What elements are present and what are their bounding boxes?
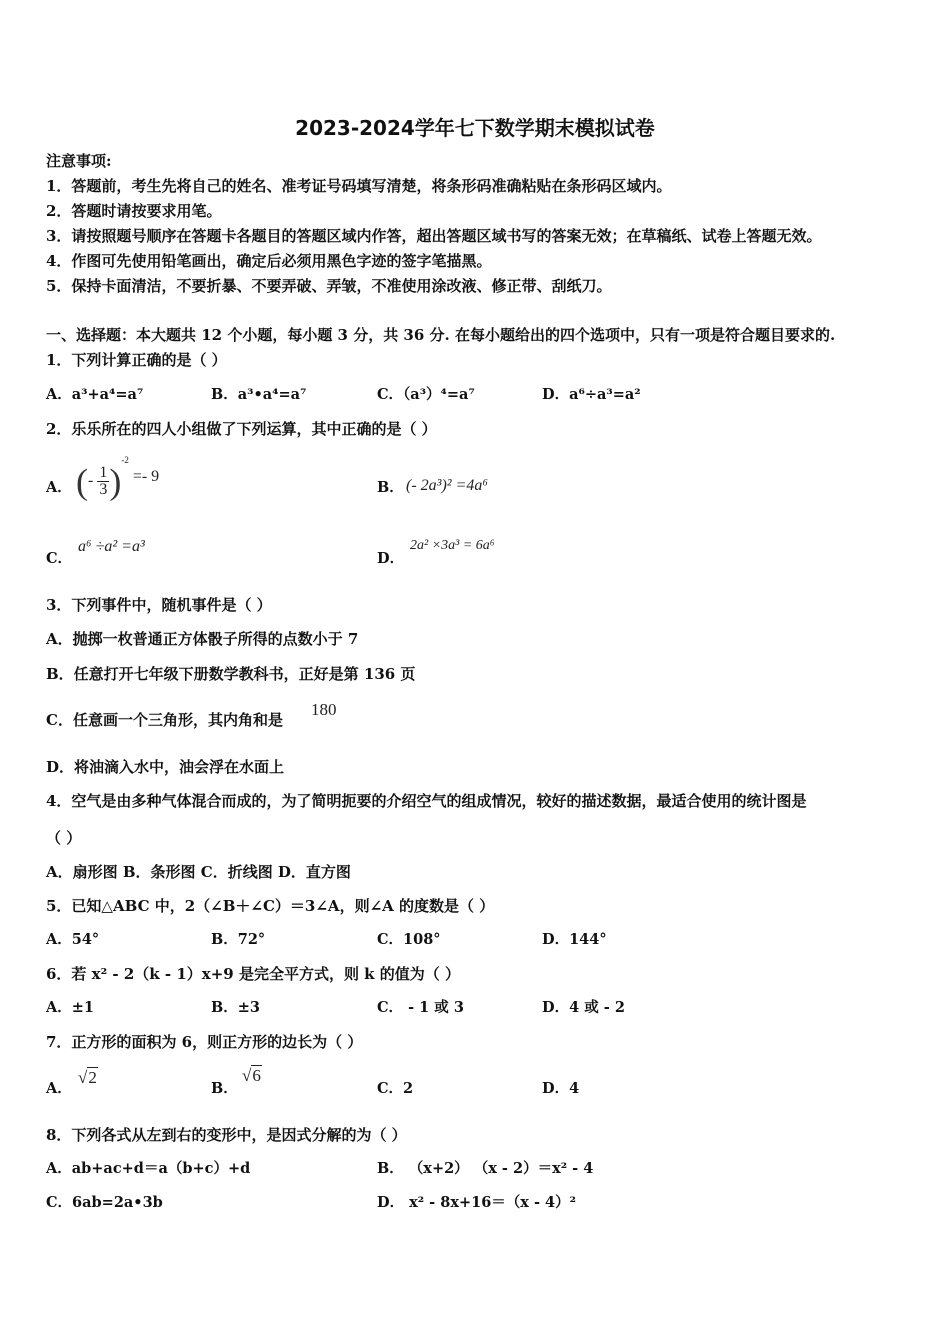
option-text: （a³）⁴=a⁷ [403, 386, 475, 403]
option-label: C． [377, 386, 404, 403]
option-text: a³+a⁴=a⁷ [71, 386, 144, 403]
q8-option-c: C．6ab=2a•3b [46, 1194, 163, 1211]
numerator: 1 [99, 463, 108, 481]
q6-option-d: D．4 或 - 2 [542, 999, 625, 1016]
q5-option-a: A．54° [46, 931, 100, 948]
fraction [97, 465, 109, 498]
q2-option-a-label: A． [46, 479, 72, 496]
notice-item: 2．答题时请按要求用笔。 [46, 202, 222, 220]
left-paren: ( [76, 461, 88, 502]
radicand: 6 [252, 1066, 261, 1085]
rhs: =- 9 [132, 468, 160, 485]
notice-heading: 注意事项: [46, 152, 112, 170]
q1-option-c [377, 385, 475, 405]
q8-option-a: A．ab+ac+d＝a（b+c）+d [46, 1160, 251, 1177]
notice-item: 1．答题前，考生先将自己的姓名、准考证号码填写清楚，将条形码准确粘贴在条形码区域内。 [46, 177, 672, 195]
section-heading: 一、选择题：本大题共 12 个小题，每小题 3 分，共 36 分. 在每小题给出的四个选项中，只有一项是符合题目要求的. [46, 326, 836, 344]
q2-option-d-formula: 2a² ×3a³ = 6a⁶ [410, 538, 495, 553]
page-title: 2023-2024学年七下数学期末模拟试卷 [295, 116, 655, 140]
q3-option-b: B．任意打开七年级下册数学教科书，正好是第 136 页 [46, 665, 416, 683]
exponent: -2 [121, 455, 129, 465]
denominator: 3 [99, 480, 108, 498]
question-7-stem: 7．正方形的面积为 6，则正方形的边长为（ ） [46, 1033, 363, 1051]
notice-item: 5．保持卡面清洁，不要折暴、不要弄破、弄皱，不准使用涂改液、修正带、刮纸刀。 [46, 277, 612, 295]
q4-options: A．扇形图 B．条形图 C．折线图 D．直方图 [46, 863, 351, 881]
question-3-stem: 3．下列事件中，随机事件是（ ） [46, 596, 272, 614]
minus-sign: - [88, 472, 94, 489]
q8-option-d: D． x² - 8x+16＝（x - 4）² [377, 1194, 576, 1211]
option-label: B． [211, 386, 238, 403]
q7-option-b-formula [242, 1066, 262, 1086]
notice-item: 3．请按照题号顺序在答题卡各题目的答题区域内作答，超出答题区域书写的答案无效；在草稿纸、试卷上答题无效。 [46, 227, 822, 245]
q5-option-c: C．108° [377, 931, 441, 948]
question-6-stem: 6．若 x² - 2（k - 1）x+9 是完全平方式，则 k 的值为（ ） [46, 965, 461, 983]
sqrt-symbol: √2 [78, 1068, 97, 1087]
q6-option-a: A．±1 [46, 999, 94, 1016]
q3-option-a: A．抛掷一枚普通正方体骰子所得的点数小于 7 [46, 630, 359, 648]
question-2-stem: 2．乐乐所在的四人小组做了下列运算，其中正确的是（ ） [46, 420, 437, 438]
option-text: a³•a⁴=a⁷ [237, 386, 307, 403]
q6-option-c: C． - 1 或 3 [377, 999, 464, 1016]
q6-option-b: B．±3 [211, 999, 260, 1016]
q7-option-c: C．2 [377, 1080, 414, 1097]
q3-option-c: C．任意画一个三角形，其内角和是 [46, 711, 283, 729]
question-4-stem: 4．空气是由多种气体混合而成的，为了简明扼要的介绍空气的组成情况，较好的描述数据，最适合使用的统计图是 [46, 792, 807, 810]
option-label: A． [46, 386, 72, 403]
right-paren: ) [109, 461, 122, 502]
q2-option-d-label: D． [377, 550, 405, 567]
q5-option-d: D．144° [542, 931, 607, 948]
q1-option-b [211, 385, 306, 405]
option-label: D． [542, 386, 570, 403]
q7-option-a-formula [78, 1068, 98, 1088]
q3-option-d: D．将油滴入水中，油会浮在水面上 [46, 758, 285, 776]
q2-option-b-label: B． [377, 479, 404, 496]
q7-option-a-label: A． [46, 1080, 72, 1097]
q3-option-c-math: 180 [311, 700, 337, 719]
question-4-stem-cont: （ ） [46, 829, 82, 847]
q2-option-c-label: C． [46, 550, 73, 567]
q2-option-c-formula: a⁶ ÷a² =a³ [78, 538, 145, 555]
q8-option-b: B． （x+2） （x - 2）＝x² - 4 [377, 1160, 594, 1177]
question-8-stem: 8．下列各式从左到右的变形中，是因式分解的为（ ） [46, 1126, 407, 1144]
q7-option-d: D．4 [542, 1080, 580, 1097]
sqrt-symbol: √6 [242, 1066, 261, 1085]
q1-option-d [542, 385, 641, 405]
q7-option-b-label: B． [211, 1080, 238, 1097]
question-1-stem: 1．下列计算正确的是（ ） [46, 351, 227, 369]
question-5-stem: 5．已知△ABC 中，2（∠B＋∠C）＝3∠A，则∠A 的度数是（ ） [46, 897, 495, 915]
q2-option-a-formula [76, 455, 159, 502]
radicand: 2 [88, 1068, 97, 1087]
q2-option-b-formula: (- 2a³)² =4a⁶ [406, 477, 488, 494]
notice-item: 4．作图可先使用铅笔画出，确定后必须用黑色字迹的签字笔描黑。 [46, 252, 492, 270]
option-text: a⁶÷a³=a² [569, 386, 641, 403]
q1-option-a [46, 385, 143, 405]
q5-option-b: B．72° [211, 931, 266, 948]
